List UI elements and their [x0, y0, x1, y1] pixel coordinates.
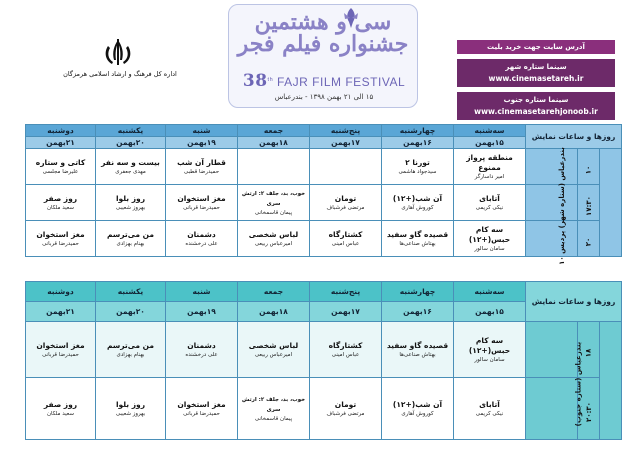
day-header: چهارشنبه [382, 282, 454, 302]
cinema-shahr-link[interactable] [457, 59, 615, 87]
day-header: سه‌شنبه [454, 282, 526, 302]
film-cell: تومان مرتضی فرشباف [310, 185, 382, 221]
day-header: دوشنبه [26, 282, 96, 302]
time-spacer [526, 221, 578, 257]
time-slot: ۱۷:۳۰ [578, 185, 600, 221]
film-cell: خوب، بد، جلف ۲: ارتش سری پیمان قاسمخانی [238, 378, 310, 440]
film-cell: کشتارگاه عباس امینی [310, 221, 382, 257]
logo-persian-title: سی و هشتمین جشنواره فیلم فجر [237, 9, 409, 57]
day-header: شنبه [166, 282, 238, 302]
logo-english-title [229, 71, 418, 91]
date-header: ۱۹بهمن [166, 302, 238, 322]
iran-emblem-icon [100, 38, 136, 68]
film-cell: تومان مرتضی فرشباف [310, 378, 382, 440]
film-cell: دشمنان علی درخشنده [166, 221, 238, 257]
corner-label: روزها و ساعات نمایش [526, 125, 622, 149]
film-cell: بیست و سه نفر مهدی جعفری [96, 149, 166, 185]
cinema-shahr-name: سینما ستاره شهر [505, 63, 567, 71]
date-header: ۱۷بهمن [310, 302, 382, 322]
film-cell: آتابای نیکی کریمی [454, 185, 526, 221]
film-cell: منطقه پرواز ممنوع امیر داسارگر [454, 149, 526, 185]
film-cell: کشتارگاه عباس امینی [310, 322, 382, 378]
film-cell: روز صفر سعید ملکان [26, 378, 96, 440]
ticket-title: آدرس سایت جهت خرید بلیت [457, 40, 615, 54]
cinema-jonoob-name: سینما ستاره جنوب [503, 96, 569, 104]
logo-number: 38 [242, 71, 268, 91]
date-header: ۲۱بهمن [26, 137, 96, 149]
day-header: دوشنبه [26, 125, 96, 137]
film-cell: روز صفر سعید ملکان [26, 185, 96, 221]
film-cell: آتابای نیکی کریمی [454, 378, 526, 440]
film-cell: لباس شخصی امیرعباس ربیعی [238, 322, 310, 378]
film-cell: آن شب(+۱۲) کوروش آهاری [382, 378, 454, 440]
day-header: جمعه [238, 125, 310, 137]
film-cell: مغز استخوان حمیدرضا قربانی [26, 221, 96, 257]
film-cell: من می‌ترسم بهنام بهزادی [96, 221, 166, 257]
film-cell: قصیده گاو سفید بهتاش صناعی‌ها [382, 221, 454, 257]
org-name: اداره کل فرهنگ و ارشاد اسلامی هرمزگان [63, 70, 177, 78]
cinema-jonoob-link[interactable] [457, 92, 615, 120]
day-header: پنج‌شنبه [310, 282, 382, 302]
film-cell: کاتی و ستاره علیرضا مجلسی [26, 149, 96, 185]
day-header: یکشنبه [96, 125, 166, 137]
date-header: ۱۹بهمن [166, 137, 238, 149]
day-header: سه‌شنبه [454, 125, 526, 137]
film-cell: روز بلوا بهروز شعیبی [96, 378, 166, 440]
schedule-table-setareh-jonoob [25, 281, 622, 440]
date-header: ۲۰بهمن [96, 302, 166, 322]
date-header: ۱۸بهمن [238, 137, 310, 149]
logo-english-name: FAJR FILM FESTIVAL [276, 75, 406, 89]
time-slot: ۱۰ [578, 149, 600, 185]
film-cell: قصیده گاو سفید بهتاش صناعی‌ها [382, 322, 454, 378]
film-cell: مغز استخوان حمیدرضا قربانی [166, 185, 238, 221]
time-slot: ۱۸ [578, 322, 600, 378]
schedule-table-setareh-shahr [25, 124, 622, 265]
film-cell: سه کام حبس(+۱۲) سامان سالور [454, 322, 526, 378]
film-cell: قطار آن شب حمیدرضا قطبی [166, 149, 238, 185]
date-header: ۱۵بهمن [454, 137, 526, 149]
film-cell [238, 149, 310, 185]
film-cell: خوب، بد، جلف ۲: ارتش سری پیمان قاسمخانی [238, 185, 310, 221]
film-cell [310, 149, 382, 185]
day-header: چهارشنبه [382, 125, 454, 137]
logo-date: ۱۵ الی ۲۱ بهمن ۱۳۹۸ - بندرعباس [274, 93, 374, 101]
day-header: شنبه [166, 125, 238, 137]
film-cell: آن شب(+۱۲) کوروش آهاری [382, 185, 454, 221]
cinema-label: بندرعباس (ستاره جنوب) [600, 322, 622, 440]
day-header: یکشنبه [96, 282, 166, 302]
film-cell: من می‌ترسم بهنام بهزادی [96, 322, 166, 378]
film-cell: دشمنان علی درخشنده [166, 322, 238, 378]
date-header: ۱۷بهمن [310, 137, 382, 149]
film-cell: سه کام حبس(+۱۲) سامان سالور [454, 221, 526, 257]
corner-label: روزها و ساعات نمایش [526, 282, 622, 322]
ticket-links [457, 40, 615, 125]
time-spacer [526, 322, 578, 378]
film-cell: مغز استخوان حمیدرضا قربانی [26, 322, 96, 378]
cinema-jonoob-url[interactable]: www.cinemasetarehjonoob.ir [474, 107, 598, 116]
day-header: پنج‌شنبه [310, 125, 382, 137]
time-slot: ۲۰:۳۰ [578, 378, 600, 440]
time-slot: ۲۰ [578, 221, 600, 257]
date-header: ۱۵بهمن [454, 302, 526, 322]
date-header: ۱۶بهمن [382, 137, 454, 149]
cinema-shahr-url[interactable]: www.cinemasetareh.ir [488, 74, 584, 83]
logo-number-suffix: th [267, 77, 274, 83]
date-header: ۱۶بهمن [382, 302, 454, 322]
day-header: جمعه [238, 282, 310, 302]
film-cell: لباس شخصی امیرعباس ربیعی [238, 221, 310, 257]
time-spacer [526, 185, 578, 221]
date-header: ۲۱بهمن [26, 302, 96, 322]
date-header: ۲۰بهمن [96, 137, 166, 149]
time-spacer [526, 149, 578, 185]
film-cell: روز بلوا بهروز شعیبی [96, 185, 166, 221]
cinema-label: بندرعباس (ستاره شهر) پردیس ۱۰ [600, 149, 622, 257]
date-header: ۱۸بهمن [238, 302, 310, 322]
festival-logo [228, 4, 418, 108]
film-cell: مغز استخوان حمیدرضا قربانی [166, 378, 238, 440]
film-cell: تورنا ۲ سیدجواد هاشمی [382, 149, 454, 185]
